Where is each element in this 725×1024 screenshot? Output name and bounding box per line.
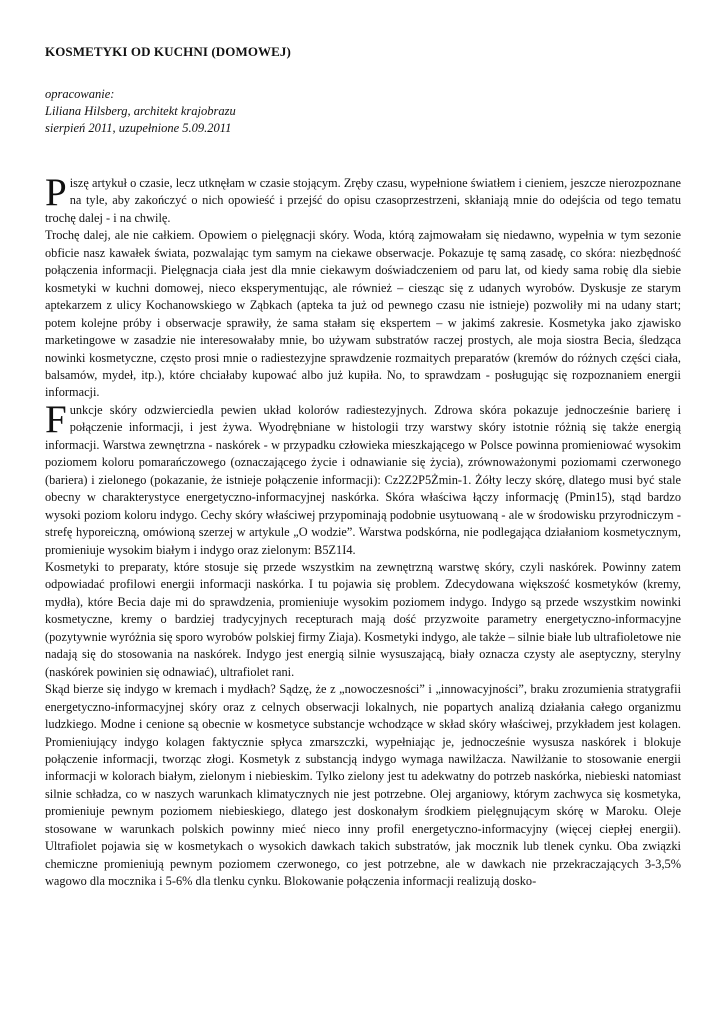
paragraph-text: unkcje skóry odzwierciedla pewien układ kolorów radiestezyjnych. Zdrowa skóra pokazuje jednocześnie barierę i połączenie informacji, i jest żywa. Wyodrębniane w histologii trzy warstwy skóry istotnie różnią się także energią informacji. Warstwa zewnętrzna - naskórek - w przypadku człowieka mieszkającego w Polsce powinna promieniować wysokim poziomem koloru pomarańczowego (oznaczającego życie i odnawianie się życia), zrównoważonymi poziomami czerwonego (bariera) i zielonego (pokazanie, że istnieje połączenie informacji): Cz2Z2P5Żmin-1. Żółty leczy skórę, dlatego musi być stale obecny w charakterystyce energetyczno-informacyjnej naskórka. Skóra właściwa łączy informację (Pmin15), stąd bardzo wysoki poziom koloru indygo. Cechy skóry właściwej przypominają podobnie usytuowaną - ale w środowisku przyrodniczym - strefę hyporeiczną, omówioną szerzej w artykule „O wodzie”. Warstwa podskórna, nie podlegająca działaniom kosmetycznym, promieniuje wysokim białym i indygo oraz zielonym: B5Z1I4. bbox=[45, 402, 681, 557]
paragraph-text: Skąd bierze się indygo w kremach i mydłach? Sądzę, że z „nowoczesności” i „innowacyjności”, braku zrozumienia stratygrafii energetyczno-informacyjnej skóry oraz z celnych obserwacji lokalnych, nie popartych analizą działania całego organizmu ludzkiego. Modne i cenione są obecnie w kosmetyce substancje wchodzące w skład skóry właściwej, przykładem jest kolagen. Promieniujący indygo kolagen faktycznie spłyca zmarszczki, wypełniając je, jednocześnie wysusza naskórek i blokuje połączenie informacji, tworząc złogi. Kosmetyk z substancją indygo wymaga nawilżacza. Nawilżanie to stosowanie energii informacji w kolorach białym, zielonym i niebieskim. Tylko zielony jest tu adekwatny do potrzeb naskórka, niebieski natomiast silnie schładza, co w naszych warunkach klimatycznych nie jest potrzebne. Olej arganiowy, którym zachwyca się kosmetyka, promieniuje pewnym poziomem niebieskiego, dlatego jest doskonałym środkiem pielęgnującym skórę w Maroku. Oleje stosowane w warunkach polskich powinny mieć nieco inny profil energetyczno-informacyjny (więcej ciepłej energii). Ultrafiolet pojawia się w kosmetykach o wysokich dawkach takich substratów, jak mocznik lub tlenek cynku. Oba związki chemiczne promieniują pewnym poziomem czerwonego, co jest potrzebne, ale w dawkach nie przekraczających 3-3,5% wagowo dla mocznika i 5-6% dla tlenku cynku. Blokowanie połączenia informacji realizują dosko- bbox=[45, 682, 681, 889]
meta-label: opracowanie: bbox=[45, 87, 115, 101]
paragraph bbox=[45, 681, 681, 890]
drop-cap: F bbox=[45, 397, 67, 441]
document-title: KOSMETYKI OD KUCHNI (DOMOWEJ) bbox=[45, 44, 291, 59]
paragraph-text: iszę artykuł o czasie, lecz utknęłam w czasie stojącym. Zręby czasu, wypełnione światłem i cieniem, jeszcze nierozpoznane na tyle, aby zakończyć o nich opowieść i przejść do opisu czasoprzestrzeni, skłaniają mnie do odejścia od tego tematu trochę dalej - i na chwilę. bbox=[45, 176, 681, 225]
paragraph bbox=[45, 227, 681, 402]
paragraph bbox=[45, 559, 681, 681]
drop-cap: P bbox=[45, 171, 67, 214]
paragraph bbox=[45, 171, 681, 227]
paragraph-text: Kosmetyki to preparaty, które stosuje się przede wszystkim na zewnętrzną warstwę skóry, czyli naskórek. Powinny zatem odpowiadać profilowi energii informacji naskórka. I tu pojawia się problem. Zdecydowana większość kosmetyków (kremy, mydła), które Becia daje mi do sprawdzenia, promieniuje wysokim poziomem indygo. Indygo są przede wszystkim nowinki kosmetyczne, kremy o bardziej tradycyjnych recepturach mają dość przyzwoite parametry energetyczno-informacyjne (pozytywnie wyróżnia się sporo wyrobów polskiej firmy Ziaja). Kosmetyki indygo, ale także – silnie białe lub ultrafioletowe nie nadają się do stosowania na naskórek. Indygo jest energią silnie wysuszającą, biały oznacza czysty ale aseptyczny, sterylny (naskórek powinien się odnawiać), ultrafiolet rani. bbox=[45, 559, 681, 679]
paragraph bbox=[45, 397, 681, 559]
meta-date: sierpień 2011, uzupełnione 5.09.2011 bbox=[45, 121, 232, 135]
author-block bbox=[45, 86, 236, 137]
article-body bbox=[45, 171, 681, 891]
meta-author: Liliana Hilsberg, architekt krajobrazu bbox=[45, 104, 236, 118]
paragraph-text: Trochę dalej, ale nie całkiem. Opowiem o pielęgnacji skóry. Woda, którą zajmowałam się niedawno, wypełnia w tym sezonie obficie nasz kawałek świata, pozwalając tym samym na ciekawe obserwacje. Pokazuje tę samą zasadę, co skóra: niezbędność połączenia informacji. Pielęgnacja ciała jest dla mnie ciekawym doświadczeniem od paru lat, od kiedy sama robię dla siebie kosmetyki w kuchni domowej, nieco eksperymentując, ale również – ciesząc się z udanych wyrobów. Dyskusje ze starym aptekarzem z ulicy Kochanowskiego w Ząbkach (apteka ta już od pewnego czasu nie istnieje) pozwoliły mi na udany start; potem kolejne próby i obserwacje sprawiły, że sama stałam się ekspertem – w jakimś zakresie. Kosmetyka jako zjawisko marketingowe w zasadzie nie interesowałaby mnie, bo używam substratów raczej prostych, ale moja siostra Becia, śledząca nowinki kosmetyczne, często prosi mnie o radiestezyjne sprawdzenie rozmaitych preparatów (kremów do różnych części ciała, balsamów, mydeł, itp.), które chciałaby kupować albo już kupiła. No, to sprawdzam - posługując się rozpoznaniem energii informacji. bbox=[45, 228, 681, 400]
